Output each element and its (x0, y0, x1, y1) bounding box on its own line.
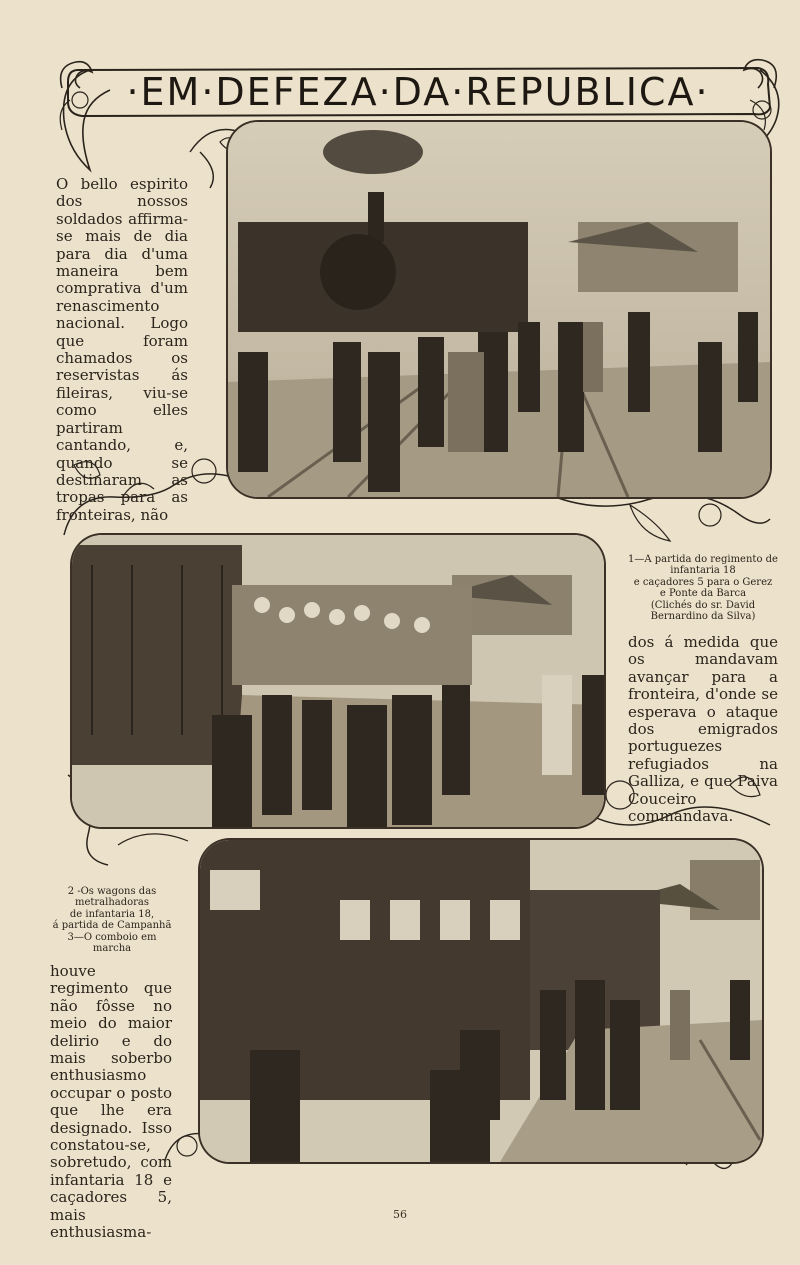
article-text-2: dos á medida que os mandavam avançar para a fronteira, d'onde se esperava o ataque dos emigrados portuguezes refugiados na Galliza, e que Paiva Couceiro commandava. (628, 633, 778, 826)
photo-train-in-motion-image (200, 840, 762, 1162)
page-title: ·EM·DEFEZA·DA·REPUBLICA· (126, 70, 710, 114)
photo-train-in-motion (200, 840, 762, 1162)
photo-departure-station-image (228, 122, 770, 497)
title-banner (58, 58, 778, 128)
article-column-3 (50, 963, 172, 1242)
photo-caption-1: 1—A partida do regimento de infantaria 18 e caçadores 5 para o Gerez e Ponte da Barca (Clichés do sr. David Bernardino da Silva) (628, 554, 778, 623)
photo-caption-2: 2 -Os wagons das metralhadoras de infantaria 18, á partida de Campanhã 3—O comboio em marcha (52, 886, 172, 955)
article-column-2 (628, 634, 778, 825)
photo-departure-station (228, 122, 770, 497)
article-text-3: houve regimento que não fôsse no meio do maior delirio e do mais soberbo enthusiasmo occupar o posto que lhe era designado. Isso constatou-se, sobretudo, com infantaria 18 e caçadores 5, mais enthusiasma- (50, 962, 172, 1242)
article-text-1: O bello espirito dos nossos soldados affirma-se mais de dia para dia d'uma maneira bem comprativa d'um renascimento nacional. Logo que foram chamados os reservistas ás fileiras, viu-se como elles partiram cantando, e, quando se destinaram as tropas para as fronteiras, não (56, 175, 188, 524)
article-column-1 (56, 176, 188, 524)
photo-machinegun-wagons-image (72, 535, 604, 827)
photo-machinegun-wagons (72, 535, 604, 827)
page-number: 56 (393, 1208, 407, 1221)
